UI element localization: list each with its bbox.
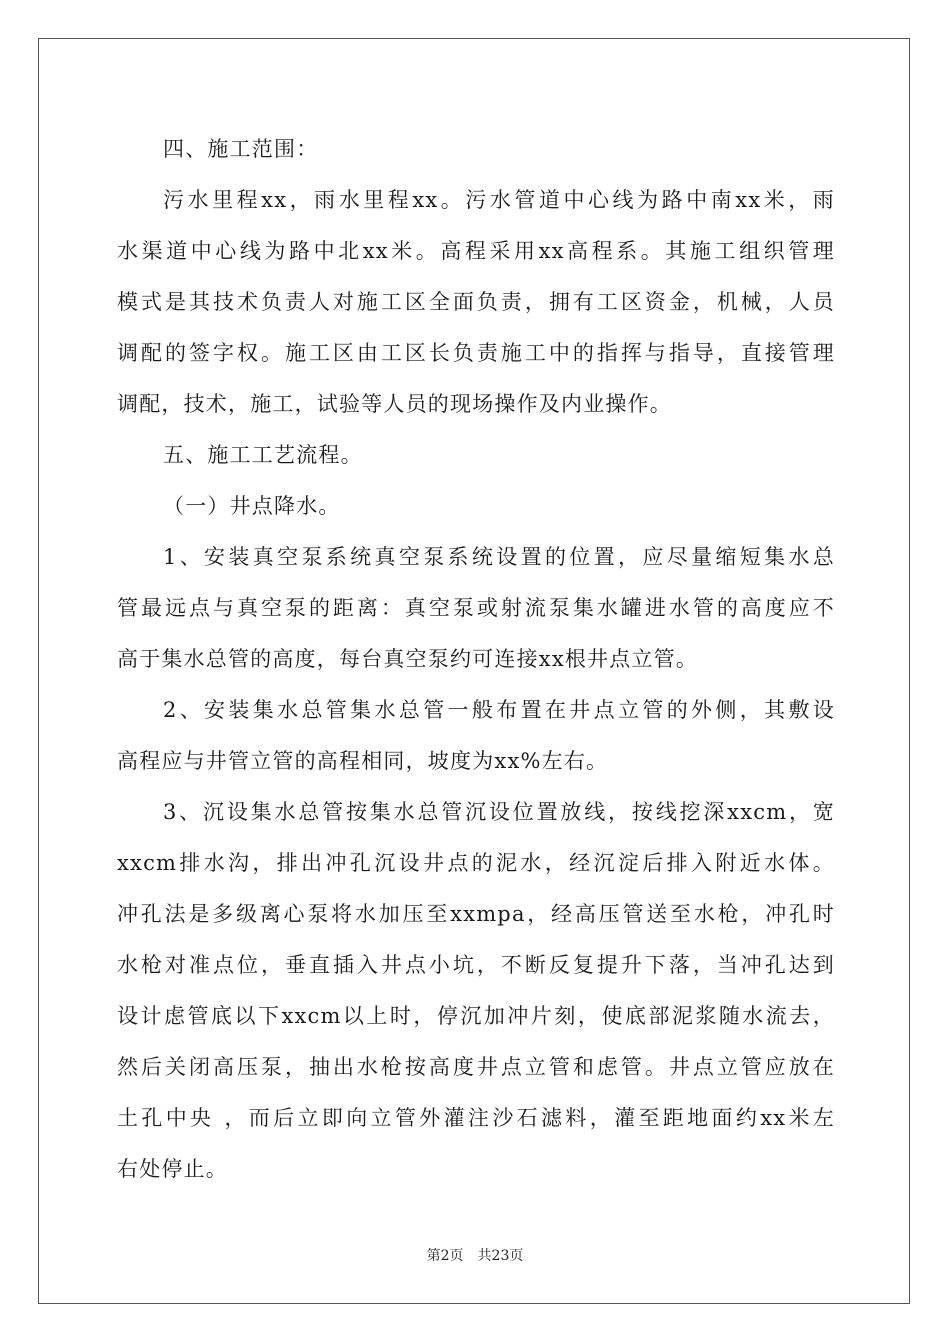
paragraph-line: 水枪对准点位，垂直插入井点小坑，不断反复提升下落，当冲孔达到 bbox=[117, 953, 835, 977]
paragraph-line: 调配，技术，施工，试验等人员的现场操作及内业操作。 bbox=[117, 392, 672, 416]
paragraph-line: 调配的签字权。施工区由工区长负责施工中的指挥与指导，直接管理 bbox=[117, 341, 835, 365]
paragraph-line: 水渠道中心线为路中北xx米。高程采用xx高程系。其施工组织管理 bbox=[117, 239, 835, 263]
page-total: 共23页 bbox=[477, 1248, 524, 1264]
document-body bbox=[117, 124, 835, 1195]
paragraph-line: 右处停止。 bbox=[117, 1157, 228, 1181]
paragraph-line: 1、安装真空泵系统真空泵系统设置的位置，应尽量缩短集水总 bbox=[163, 545, 835, 569]
paragraph-line: 3、沉设集水总管按集水总管沉设位置放线，按线挖深xxcm，宽 bbox=[163, 800, 835, 824]
section-heading-process: 五、施工工艺流程。 bbox=[163, 443, 363, 467]
page-number: 第2页 bbox=[426, 1248, 464, 1264]
paragraph-line: 设计虑管底以下xxcm以上时，停沉加冲片刻，使底部泥浆随水流去， bbox=[117, 1004, 835, 1028]
paragraph-line: 管最远点与真空泵的距离：真空泵或射流泵集水罐进水管的高度应不 bbox=[117, 596, 835, 620]
paragraph-line: xxcm排水沟，排出冲孔沉设井点的泥水，经沉淀后排入附近水体。 bbox=[117, 851, 835, 875]
subsection-heading-dewatering: （一）井点降水。 bbox=[163, 494, 341, 518]
paragraph-line: 土孔中央 ，而后立即向立管外灌注沙石滤料，灌至距地面约xx米左 bbox=[117, 1106, 835, 1130]
paragraph-line: 冲孔法是多级离心泵将水加压至xxmpa，经高压管送至水枪，冲孔时 bbox=[117, 902, 835, 926]
page-footer bbox=[0, 1246, 950, 1266]
paragraph-line: 模式是其技术负责人对施工区全面负责，拥有工区资金，机械，人员 bbox=[117, 290, 835, 314]
paragraph-line: 污水里程xx，雨水里程xx。污水管道中心线为路中南xx米，雨 bbox=[163, 188, 835, 212]
paragraph-line: 2、安装集水总管集水总管一般布置在井点立管的外侧，其敷设 bbox=[163, 698, 835, 722]
section-heading-scope: 四、施工范围： bbox=[163, 137, 319, 161]
paragraph-line: 高程应与井管立管的高程相同，坡度为xx%左右。 bbox=[117, 749, 609, 773]
paragraph-line: 高于集水总管的高度，每台真空泵约可连接xx根井点立管。 bbox=[117, 647, 699, 671]
paragraph-line: 然后关闭高压泵，抽出水枪按高度井点立管和虑管。井点立管应放在 bbox=[117, 1055, 835, 1079]
